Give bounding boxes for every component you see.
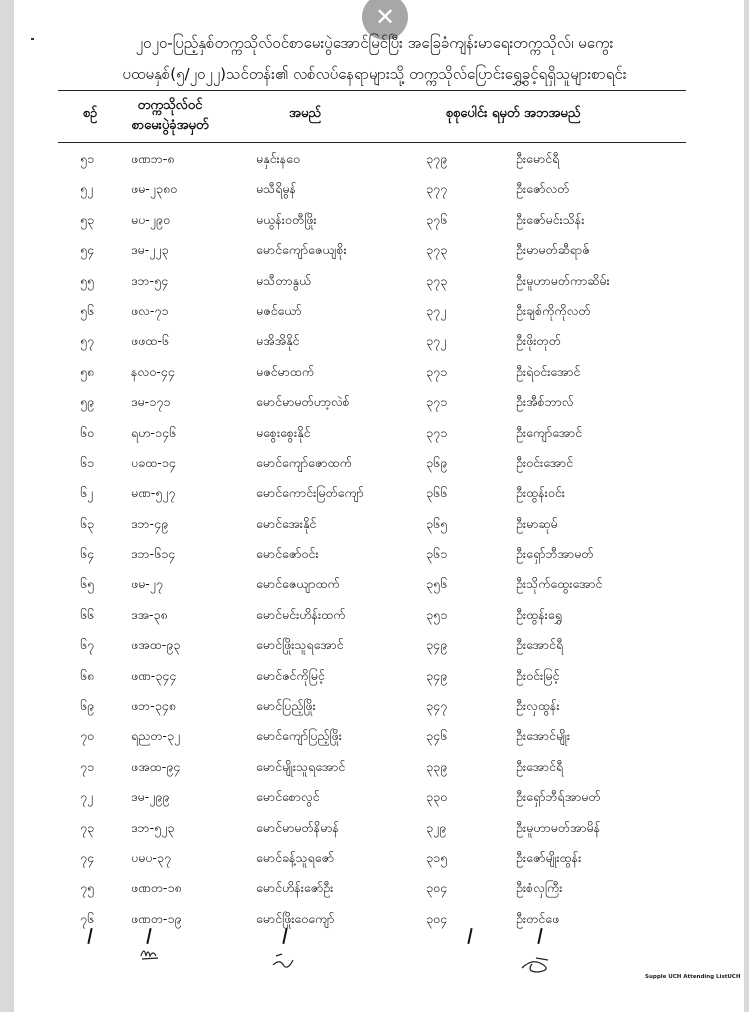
row-reg-number: ဒဘ-၅၄ xyxy=(131,272,169,288)
row-total-score: ၃၇၃ xyxy=(426,242,448,258)
table-row xyxy=(0,875,749,905)
row-reg-number: ဖဏ-၃၄၄ xyxy=(131,667,177,683)
row-name: မောင်မင်းဟိန်းထက် xyxy=(256,606,346,622)
row-father-name: ဦးအောင်ရီ xyxy=(516,758,564,774)
row-number: ၆၃ xyxy=(80,515,95,531)
row-name: မောင်ကျော်ဇေယျစိုး xyxy=(256,242,347,258)
row-father-name: ဦးရဲဝင်းအောင် xyxy=(516,363,581,379)
row-total-score: ၃၇၂ xyxy=(426,302,447,318)
row-total-score: ၃၀၄ xyxy=(426,910,448,926)
header-reg-line1: တက္ကသိုလ်ဝင် xyxy=(137,98,203,113)
row-reg-number: ရညတ-၃၂ xyxy=(131,728,181,744)
row-father-name: ဦးမာဆုမ် xyxy=(516,515,558,531)
table-row xyxy=(0,602,749,632)
row-number: ၅၇ xyxy=(80,333,95,349)
header-name: အမည် xyxy=(289,106,321,121)
row-number: ၆၁ xyxy=(80,454,95,470)
row-reg-number: ပမပ-၃၇ xyxy=(131,849,171,865)
row-father-name: ဦးမာမတ်ဆီရာဇ် xyxy=(516,242,590,258)
row-reg-number: ဖဏတ-၁၈ xyxy=(131,880,182,896)
row-total-score: ၃၇၁ xyxy=(426,394,448,410)
row-number: ၇၃ xyxy=(80,819,95,835)
row-name: မဇင်ယော် xyxy=(256,302,302,318)
row-reg-number: ရဟ-၁၄၆ xyxy=(131,424,177,440)
row-name: မောင်ဇော်ဝင်း xyxy=(256,546,319,562)
row-name: မောင်ဟိန်းဇော်ဦး xyxy=(256,880,334,896)
row-total-score: ၃၄၇ xyxy=(426,698,448,714)
row-total-score: ၃၅၁ xyxy=(426,606,448,622)
row-number: ၇၁ xyxy=(80,758,95,774)
row-number: ၇၄ xyxy=(80,849,95,865)
row-father-name: ဦးတင်ဖေ xyxy=(516,910,560,926)
row-reg-number: ဒမ-၂၂၃ xyxy=(131,242,169,258)
row-name: မစွေးစွေးနိုင် xyxy=(256,424,311,440)
table-row xyxy=(0,450,749,480)
row-father-name: ဦးသိုက်ထွေးအောင် xyxy=(516,576,603,592)
row-total-score: ၃၇၁ xyxy=(426,424,448,440)
row-father-name: ဦးဝင်းအောင် xyxy=(516,454,574,470)
row-total-score: ၃၆၅ xyxy=(426,515,448,531)
row-total-score: ၃၀၄ xyxy=(426,880,448,896)
row-father-name: ဦးအောင်မျိုး xyxy=(516,728,571,744)
row-reg-number: မပ-၂၉၀ xyxy=(131,211,170,227)
table-row xyxy=(0,389,749,419)
table-row xyxy=(0,359,749,389)
row-name: မောင်ပြည့်ဖြိုး xyxy=(256,698,316,714)
row-reg-number: ဒဘ-၄၉ xyxy=(131,515,169,531)
row-total-score: ၃၇၆ xyxy=(426,211,448,227)
row-name: မောင်ခန့်သူရဇော် xyxy=(256,849,335,865)
row-reg-number: ဒဘ-၅၂၃ xyxy=(131,819,175,835)
row-name: မနှင်းနဝေ xyxy=(256,151,300,166)
table-row xyxy=(0,632,749,662)
row-total-score: ၃၁၅ xyxy=(426,849,448,865)
row-number: ၆၀ xyxy=(80,424,95,440)
close-icon: ✕ xyxy=(374,3,396,31)
header-no: စဉ် xyxy=(82,106,98,121)
row-name: မောင်ကျော်ဇောထက် xyxy=(256,454,352,470)
row-reg-number: ဖဖထ-၆ xyxy=(131,333,169,349)
row-number: ၆၉ xyxy=(80,698,95,714)
signature xyxy=(270,950,296,972)
table-row xyxy=(0,420,749,450)
table-row xyxy=(0,480,749,510)
row-number: ၅၃ xyxy=(80,211,95,227)
row-number: ၇၆ xyxy=(80,910,95,926)
row-reg-number: ဖလ-၇၁ xyxy=(131,302,169,318)
header-roll-father: စုစုပေါင်း ရမှတ် အဘအမည် xyxy=(445,106,581,121)
row-total-score: ၃၇၃ xyxy=(426,272,448,288)
table-row xyxy=(0,146,749,176)
table-row xyxy=(0,815,749,845)
row-father-name: ဦးလှထွန်း xyxy=(516,698,560,714)
row-reg-number: နလဝ-၄၄ xyxy=(131,363,175,379)
row-reg-number: ဒဘ-၆၁၄ xyxy=(131,546,176,562)
row-total-score: ၃၂၉ xyxy=(426,819,447,835)
row-name: မောင်မျိုးသူရအောင် xyxy=(256,758,346,774)
row-reg-number: ဖမ-၂၃၈၀ xyxy=(131,181,178,197)
row-number: ၅၁ xyxy=(80,151,95,166)
row-father-name: ဦးမောင်ရီ xyxy=(516,151,560,166)
row-total-score: ၃၃၀ xyxy=(426,789,448,805)
row-number: ၅၅ xyxy=(80,272,95,288)
document-title-line1: ၂၀၂၀-ပြည့်နှစ်တက္ကသိုလ်ဝင်စာမေးပွဲအောင်မြင်ပြီး အခြေခံကျန်းမာရေးတက္ကသိုလ်၊ မကွေး xyxy=(135,34,614,52)
row-number: ၆၅ xyxy=(80,576,95,592)
row-name: မောင်ကောင်းမြတ်ကျော် xyxy=(256,485,364,501)
table-row xyxy=(0,754,749,784)
row-name: မောင်ကျော်ပြည့်ဖြိုး xyxy=(256,728,342,744)
row-name: မောင်ဇင်ကိုမြင့် xyxy=(256,667,325,683)
row-father-name: ဦးချစ်ကိုကိုလတ် xyxy=(516,302,591,318)
row-reg-number: ဖမ-၂၇ xyxy=(131,576,163,592)
row-total-score: ၃၇၉ xyxy=(426,151,448,166)
row-number: ၅၉ xyxy=(80,394,95,410)
row-total-score: ၃၅၆ xyxy=(426,576,448,592)
row-reg-number: ဖဏဘ-၈ xyxy=(131,151,175,166)
footer-caption: Supple UCH Attending ListUCH xyxy=(645,974,741,980)
tick-mark xyxy=(467,928,472,944)
student-table xyxy=(0,146,749,936)
table-row xyxy=(0,541,749,571)
row-reg-number: ဖဘ-၃၄၈ xyxy=(131,698,176,714)
row-number: ၇၂ xyxy=(80,789,94,805)
row-total-score: ၃၄၆ xyxy=(426,728,448,744)
row-reg-number: မဏ-၅၂၇ xyxy=(131,485,176,501)
row-reg-number: ဖဏတ-၁၉ xyxy=(131,910,182,926)
row-total-score: ၃၃၉ xyxy=(426,758,448,774)
row-total-score: ၃၆၉ xyxy=(426,454,448,470)
header-reg-line2: စာမေးပွဲခုံအမှတ် xyxy=(131,118,209,133)
row-name: မသီရိမွန် xyxy=(256,181,297,197)
row-name: မဇင်မာထက် xyxy=(256,363,315,379)
row-father-name: ဦးဇော်မျိုးထွန်း xyxy=(516,849,582,865)
document-title-line2: ပထမနှစ်(၅/၂၀၂၂)သင်တန်း၏ လစ်လပ်နေရာများသို့ တက္ကသိုလ်ပြောင်းရွှေ့ခွင့်ရရှိသူများစာရင်း xyxy=(122,65,627,83)
row-total-score: ၃၇၁ xyxy=(426,363,448,379)
row-name: မောင်အေးနိုင် xyxy=(256,515,317,531)
row-total-score: ၃၆၆ xyxy=(426,485,448,501)
row-number: ၆၂ xyxy=(80,485,94,501)
row-name: မောင်မာမတ်ဟာ့လဲစ် xyxy=(256,394,350,410)
header-top-rule xyxy=(58,90,686,91)
tick-mark xyxy=(537,928,542,944)
row-father-name: ဦးဝင်းမြင့် xyxy=(516,667,560,683)
row-number: ၅၈ xyxy=(80,363,95,379)
row-name: မောင်ဖြိုးသူရအောင် xyxy=(256,637,344,653)
row-name: မသီတာနွယ် xyxy=(256,272,312,288)
table-row xyxy=(0,845,749,875)
row-father-name: ဦးအီစ်ဘာလ် xyxy=(516,394,574,410)
row-number: ၆၄ xyxy=(80,546,95,562)
row-number: ၆၈ xyxy=(80,667,95,683)
row-reg-number: ပခထ-၁၄ xyxy=(131,454,176,470)
tick-mark xyxy=(87,928,92,944)
table-row xyxy=(0,663,749,693)
table-row xyxy=(0,268,749,298)
table-row xyxy=(0,176,749,206)
row-father-name: ဦးရှော်ဘီရ်အာမတ် xyxy=(516,789,601,805)
tick-mark xyxy=(282,928,287,944)
signature xyxy=(518,954,558,976)
row-name: မယွန်းဝတီဖြိုး xyxy=(256,211,317,227)
table-row xyxy=(0,571,749,601)
row-father-name: ဦးဖိုးတုတ် xyxy=(516,333,561,349)
signature-ticks xyxy=(0,928,749,948)
row-total-score: ၃၄၉ xyxy=(426,637,448,653)
row-total-score: ၃၇၂ xyxy=(426,333,447,349)
table-row xyxy=(0,723,749,753)
row-father-name: ဦးရှော်ဘီအာမတ် xyxy=(516,546,594,562)
table-row xyxy=(0,328,749,358)
row-total-score: ၃၇၇ xyxy=(426,181,448,197)
table-row xyxy=(0,693,749,723)
table-row xyxy=(0,207,749,237)
row-father-name: ဦးထွန်းဝင်း xyxy=(516,485,565,501)
row-number: ၇၅ xyxy=(80,880,95,896)
row-name: မောင်ဖြိုးဝေကျော် xyxy=(256,910,335,926)
row-name: မောင်ဇေယျာထက် xyxy=(256,576,340,592)
row-father-name: ဦးကျော်အောင် xyxy=(516,424,583,440)
row-father-name: ဦးစံလှကြီး xyxy=(516,880,563,896)
table-row xyxy=(0,511,749,541)
row-number: ၅၆ xyxy=(80,302,95,318)
row-number: ၅၂ xyxy=(80,181,94,197)
row-reg-number: ဒမ-၁၇၁ xyxy=(131,394,171,410)
row-name: မောင်မာမတ်နိမာန် xyxy=(256,819,339,835)
row-father-name: ဦးအောင်ရီ xyxy=(516,637,564,653)
table-row xyxy=(0,237,749,267)
row-name: မအိအိနိုင် xyxy=(256,333,300,349)
header-bottom-rule xyxy=(58,142,686,143)
row-reg-number: ဒမ-၂၉၉ xyxy=(131,789,170,805)
table-row xyxy=(0,298,749,328)
header-reg xyxy=(110,96,230,136)
row-number: ၆၇ xyxy=(80,637,95,653)
row-total-score: ၃၄၉ xyxy=(426,667,448,683)
row-number: ၇၀ xyxy=(80,728,95,744)
row-reg-number: ဒအ-၃၈ xyxy=(131,606,168,622)
row-reg-number: ဖအထ-၉၃ xyxy=(131,637,181,653)
row-reg-number: ဖအထ-၉၄ xyxy=(131,758,181,774)
row-father-name: ဦးထွန်းရွှေ xyxy=(516,606,563,622)
row-total-score: ၃၆၁ xyxy=(426,546,448,562)
row-number: ၅၄ xyxy=(80,242,95,258)
row-father-name: ဦးမူဟာမတ်အာမိန် xyxy=(516,819,601,835)
row-name: မောင်စောလွင် xyxy=(256,789,320,805)
tick-mark xyxy=(146,928,151,944)
row-father-name: ဦးမူဟာမတ်ကာဆိမ်း xyxy=(516,272,610,288)
row-father-name: ဦးဇော်မင်းသိန်း xyxy=(516,211,585,227)
signature xyxy=(138,944,162,962)
row-number: ၆၆ xyxy=(80,606,95,622)
row-father-name: ဦးဇော်လတ် xyxy=(516,181,570,197)
table-row xyxy=(0,784,749,814)
